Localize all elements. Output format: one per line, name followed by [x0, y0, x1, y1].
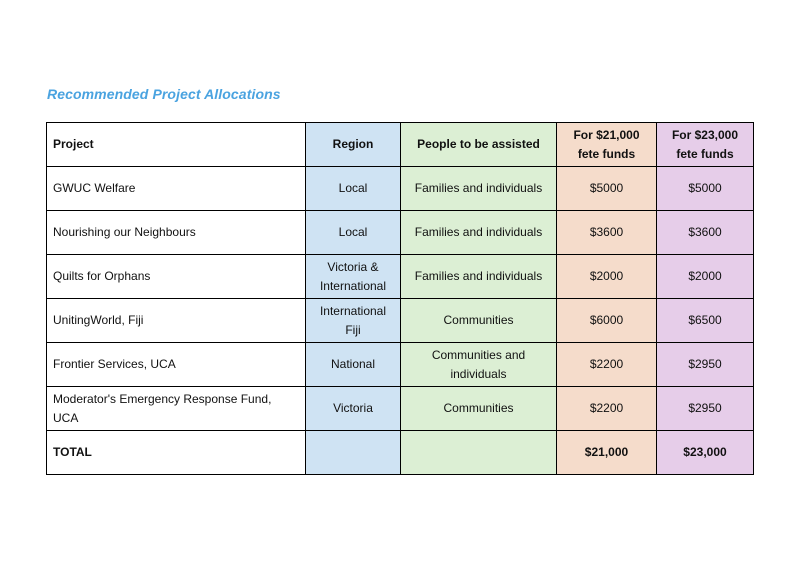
cell-project: Nourishing our Neighbours — [47, 211, 306, 255]
header-people: People to be assisted — [401, 123, 557, 167]
cell-fund23: $6500 — [657, 299, 754, 343]
cell-fund21: $2000 — [557, 255, 657, 299]
cell-people: Communities — [401, 299, 557, 343]
cell-region: Victoria & International — [306, 255, 401, 299]
cell-fund23: $5000 — [657, 167, 754, 211]
cell-fund21: $3600 — [557, 211, 657, 255]
cell-project: Quilts for Orphans — [47, 255, 306, 299]
page-title: Recommended Project Allocations — [47, 86, 281, 102]
cell-region: Victoria — [306, 387, 401, 431]
cell-people: Families and individuals — [401, 167, 557, 211]
table-row — [47, 255, 754, 299]
cell-people: Families and individuals — [401, 211, 557, 255]
table-row — [47, 299, 754, 343]
header-fund23: For $23,000 fete funds — [657, 123, 754, 167]
cell-region: Local — [306, 211, 401, 255]
total-region — [306, 431, 401, 475]
table-row — [47, 387, 754, 431]
header-project: Project — [47, 123, 306, 167]
table-row — [47, 343, 754, 387]
cell-region: International Fiji — [306, 299, 401, 343]
cell-fund23: $3600 — [657, 211, 754, 255]
header-region: Region — [306, 123, 401, 167]
cell-project: UnitingWorld, Fiji — [47, 299, 306, 343]
total-fund21: $21,000 — [557, 431, 657, 475]
table-total-row — [47, 431, 754, 475]
cell-fund21: $2200 — [557, 387, 657, 431]
cell-people: Communities — [401, 387, 557, 431]
cell-fund23: $2950 — [657, 387, 754, 431]
cell-region: National — [306, 343, 401, 387]
table-row — [47, 167, 754, 211]
cell-fund23: $2950 — [657, 343, 754, 387]
table-row — [47, 211, 754, 255]
table-header-row — [47, 123, 754, 167]
total-fund23: $23,000 — [657, 431, 754, 475]
cell-project: Frontier Services, UCA — [47, 343, 306, 387]
total-people — [401, 431, 557, 475]
cell-people: Communities and individuals — [401, 343, 557, 387]
cell-project: Moderator's Emergency Response Fund, UCA — [47, 387, 306, 431]
cell-fund23: $2000 — [657, 255, 754, 299]
cell-region: Local — [306, 167, 401, 211]
total-label: TOTAL — [47, 431, 306, 475]
cell-people: Families and individuals — [401, 255, 557, 299]
cell-fund21: $5000 — [557, 167, 657, 211]
cell-fund21: $2200 — [557, 343, 657, 387]
allocation-table — [46, 122, 754, 475]
cell-fund21: $6000 — [557, 299, 657, 343]
cell-project: GWUC Welfare — [47, 167, 306, 211]
header-fund21: For $21,000 fete funds — [557, 123, 657, 167]
